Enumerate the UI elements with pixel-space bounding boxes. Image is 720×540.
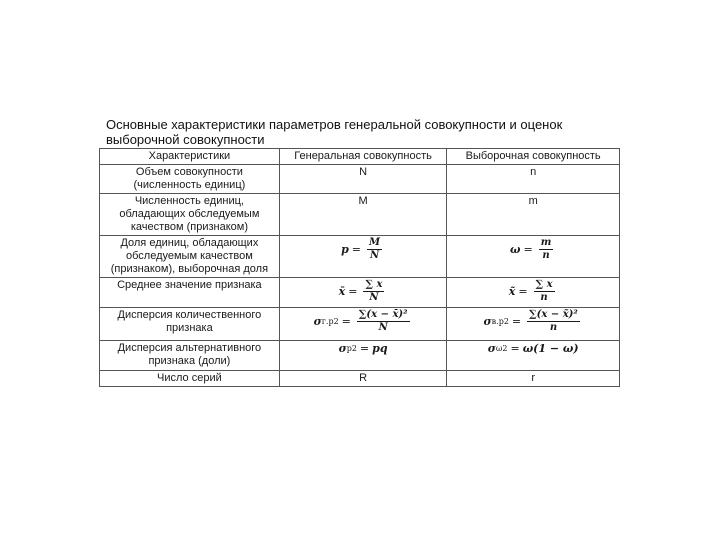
sample-formula <box>447 278 620 308</box>
row-label: Число серий <box>100 371 280 387</box>
header-general-population: Генеральная совокупность <box>279 149 447 165</box>
formula-share-general: p = $\frac{M}{N}$ <box>341 237 381 261</box>
formula-alt-variance-general: σ p 2 = pq <box>338 342 388 355</box>
general-formula <box>279 341 447 371</box>
sample-formula <box>447 341 620 371</box>
row-label: Численность единиц, обладающих обследуемым качеством (признаком) <box>100 194 280 236</box>
general-value: M <box>279 194 447 236</box>
row-label: Дисперсия альтернативного признака (доли) <box>100 341 280 371</box>
row-label: Дисперсия количественного признака <box>100 308 280 341</box>
document-title: Основные характеристики параметров генеральной совокупности и оценок выборочной совокупности <box>106 117 563 147</box>
general-value: N <box>279 165 447 194</box>
table-row <box>100 236 620 278</box>
table-row <box>100 194 620 236</box>
table-row <box>100 165 620 194</box>
table-header-row <box>100 149 620 165</box>
row-label: Объем совокупности (численность единиц) <box>100 165 280 194</box>
formula-alt-variance-sample: σ ω 2 = ω(1 − ω) <box>487 342 579 355</box>
table-row <box>100 341 620 371</box>
formula-share-sample: ω = $\frac{m}{n}$ <box>510 237 552 261</box>
sample-formula <box>447 236 620 278</box>
sample-value: r <box>447 371 620 387</box>
general-formula <box>279 236 447 278</box>
formula-mean-general: x̄ = $\frac{\sum x}{N}$ <box>338 279 383 303</box>
formula-mean-sample: x̃ = $\frac{\sum x}{n}$ <box>508 279 553 303</box>
table-row <box>100 278 620 308</box>
characteristics-table <box>99 148 620 387</box>
table-row <box>100 371 620 387</box>
sample-value: m <box>447 194 620 236</box>
general-value: R <box>279 371 447 387</box>
row-label: Доля единиц, обладающих обследуемым качеством (признаком), выборочная доля <box>100 236 280 278</box>
row-label: Среднее значение признака <box>100 278 280 308</box>
table-row <box>100 308 620 341</box>
formula-variance-general: σ г.р 2 = $\frac{\text{∑(x − x̄)²}}{N}$ <box>313 309 408 333</box>
sample-value: n <box>447 165 620 194</box>
general-formula <box>279 308 447 341</box>
general-formula <box>279 278 447 308</box>
formula-variance-sample: σ в.р 2 = $\frac{\text{∑(x − x̃)²}}{n}$ <box>483 309 578 333</box>
header-sample-population: Выборочная совокупность <box>447 149 620 165</box>
sample-formula <box>447 308 620 341</box>
header-characteristics: Характеристики <box>100 149 280 165</box>
